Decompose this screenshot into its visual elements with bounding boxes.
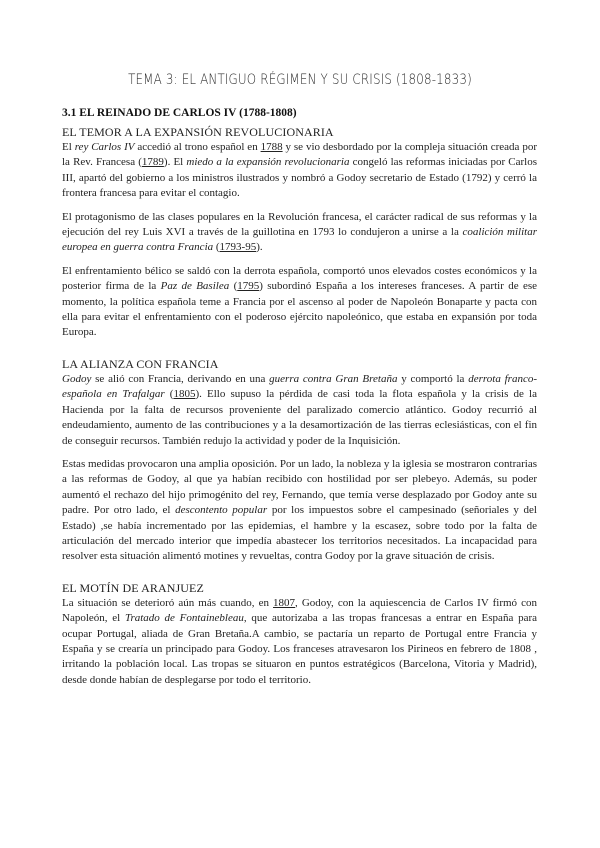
- section-heading: 3.1 EL REINADO DE CARLOS IV (1788-1808): [62, 107, 297, 119]
- document-content: [62, 107, 537, 696]
- paragraph-3: El enfrentamiento bélico se saldó con la derrota española, comportó unos elevados costes económicos y la posterior firma de la Paz de Basilea (1795) subordinó España a los intereses franceses. A partir de ese momento, la política española teme a Francia por el ascenso al poder de Napoleón Bonaparte y pacta con ella para evitar el enfrentamiento con el poderoso ejército napoleónico, que estaba en expansión por toda Europa.: [62, 264, 537, 339]
- paragraph-2: El protagonismo de las clases populares en la Revolución francesa, el carácter radical de sus reformas y la ejecución del rey Luis XVI a través de la guillotina en 1793 lo condujeron a unirse a la coalición militar europea en guerra contra Francia (1793-95).: [62, 210, 538, 254]
- paragraph-1: El rey Carlos IV accedió al trono español en 1788 y se vio desbordado por la compleja situación creada por la Rev. Francesa (1789). El miedo a la expansión revolucionaria congeló las reformas iniciadas por Carlos III, apartó del gobierno a los ministros ilustrados y nombró a Godoy secretario de Estado (1792) y cerró la frontera francesa para evitar el contagio.: [62, 141, 537, 200]
- paragraph-5: Estas medidas provocaron una amplia oposición. Por un lado, la nobleza y la iglesia se mostraron contrarias a las reformas de Godoy, al que ya habían recibido con hostilidad por ser plebeyo. Además, su poder aumentó el rechazo del hijo primogénito del rey, Fernando, que temía verse desplazado por Godoy ante su padre. Por otro lado, el descontento popular por los impuestos sobre el campesinado (señoriales y del Estado) ,se había incrementado por las epidemias, el hambre y la escasez, sobre todo por la falta de articulación del mercado interior que impedía abastecer los territorios necesitados. La incapacidad para resolver esta situación alimentó motines y revueltas, contra Godoy por la grave situación de crisis.: [62, 457, 537, 563]
- subheading-aranjuez: EL MOTÍN DE ARANJUEZ: [62, 580, 204, 595]
- subheading-alianza: LA ALIANZA CON FRANCIA: [62, 356, 219, 371]
- paragraph-4: Godoy se alió con Francia, derivando en una guerra contra Gran Bretaña y comportó la derrota franco-española en Trafalgar (1805). Ello supuso la pérdida de casi toda la flota española y la crisis de la Hacienda por la falta de recursos proveniente del paralizado comercio atlántico. Godoy recurrió al endeudamiento, aumento de las contribuciones y a la desamortización de las tierras eclesiásticas, con el fin de conseguir recursos. También redujo la actividad y poder de la Inquisición.: [62, 372, 537, 447]
- paragraph-6: La situación se deterioró aún más cuando, en 1807, Godoy, con la aquiescencia de Carlos IV firmó con Napoleón, el Tratado de Fontainebleau, que autorizaba a las tropas francesas a entrar en España para ocupar Portugal, aliada de Gran Bretaña.A cambio, se pactaría un reparto de Portugal entre Francia y España y se crearía un principado para Godoy. Los franceses atravesaron los Pirineos en febrero de 1808 , irritando la población local. Las tropas se situaron en puntos estratégicos (Barcelona, Vitoria y Madrid), desde donde habían de desplegarse por todo el territorio.: [62, 596, 538, 686]
- subheading-temor: EL TEMOR A LA EXPANSIÓN REVOLUCIONARIA: [62, 125, 334, 139]
- page-title: TEMA 3: EL ANTIGUO RÉGIMEN Y SU CRISIS (1808-1833): [128, 72, 472, 88]
